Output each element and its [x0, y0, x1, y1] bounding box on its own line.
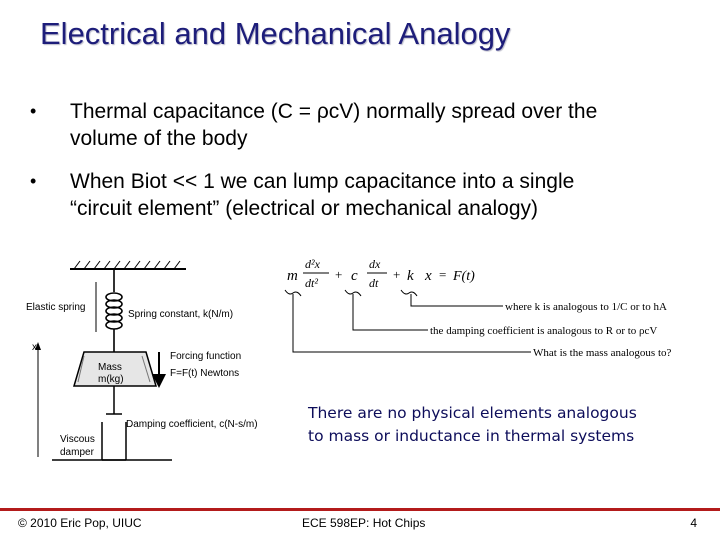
bullet-text-line: Thermal capacitance (C = ρcV) normally spread over the: [70, 100, 598, 123]
viscous-label: Viscous: [60, 434, 95, 445]
eq-forcing: F(t): [453, 269, 475, 284]
eq-k: k: [407, 268, 414, 284]
thermal-note: [308, 402, 708, 448]
eq-plus: +: [335, 267, 343, 282]
bullet-text-line: When Biot << 1 we can lump capacitance into a single: [70, 170, 575, 193]
mass-spring-damper-diagram: [22, 252, 282, 464]
footer-course: ECE 598EP: Hot Chips: [302, 516, 426, 530]
eq-m: m: [287, 268, 298, 284]
mass-label: Mass: [98, 362, 122, 373]
mass-unit: m(kg): [98, 374, 124, 385]
eq-c: c: [351, 268, 358, 284]
footer-copyright: © 2010 Eric Pop, UIUC: [18, 516, 142, 530]
annotation-k: where k is analogous to 1/C or to hA: [505, 301, 667, 313]
bullet-text-line: “circuit element” (electrical or mechanical analogy): [70, 197, 539, 220]
spring-constant-label: Spring constant, k(N/m): [128, 309, 234, 320]
eq-dt2: dt²: [305, 276, 318, 290]
bullet-item: [30, 98, 700, 152]
equation-annotation-diagram: [283, 248, 707, 364]
eq-dt: dt: [369, 276, 379, 290]
footer-page-number: 4: [690, 516, 697, 530]
bullet-item: [30, 168, 700, 222]
forcing-equation: F=F(t) Newtons: [170, 368, 240, 379]
eq-dx: dx: [369, 257, 381, 271]
annotation-m: What is the mass analogous to?: [533, 347, 672, 359]
forcing-function-label: Forcing function: [170, 351, 242, 362]
spring-coil: [106, 269, 122, 352]
eq-equals: =: [439, 267, 447, 282]
bullet-list: [30, 98, 700, 238]
eq-d2x: d²x: [305, 257, 320, 271]
bullet-text-line: volume of the body: [70, 127, 248, 150]
footer-divider: [0, 508, 720, 511]
elastic-spring-label: Elastic spring: [26, 302, 86, 313]
note-line: There are no physical elements analogous: [308, 404, 637, 422]
damper-cylinder: [102, 414, 126, 460]
x-axis-label: x: [32, 342, 37, 353]
bullet-dot: •: [30, 101, 37, 121]
damping-coefficient-label: Damping coefficient, c(N-s/m): [126, 419, 258, 430]
bullet-dot: •: [30, 171, 37, 191]
note-line: to mass or inductance in thermal systems: [308, 427, 635, 445]
eq-plus: +: [393, 267, 401, 282]
slide-title: Electrical and Mechanical Analogy: [40, 16, 511, 51]
damper-label: damper: [60, 447, 94, 458]
eq-x: x: [425, 268, 432, 284]
annotation-c: the damping coefficient is analogous to R or to ρcV: [430, 325, 658, 337]
